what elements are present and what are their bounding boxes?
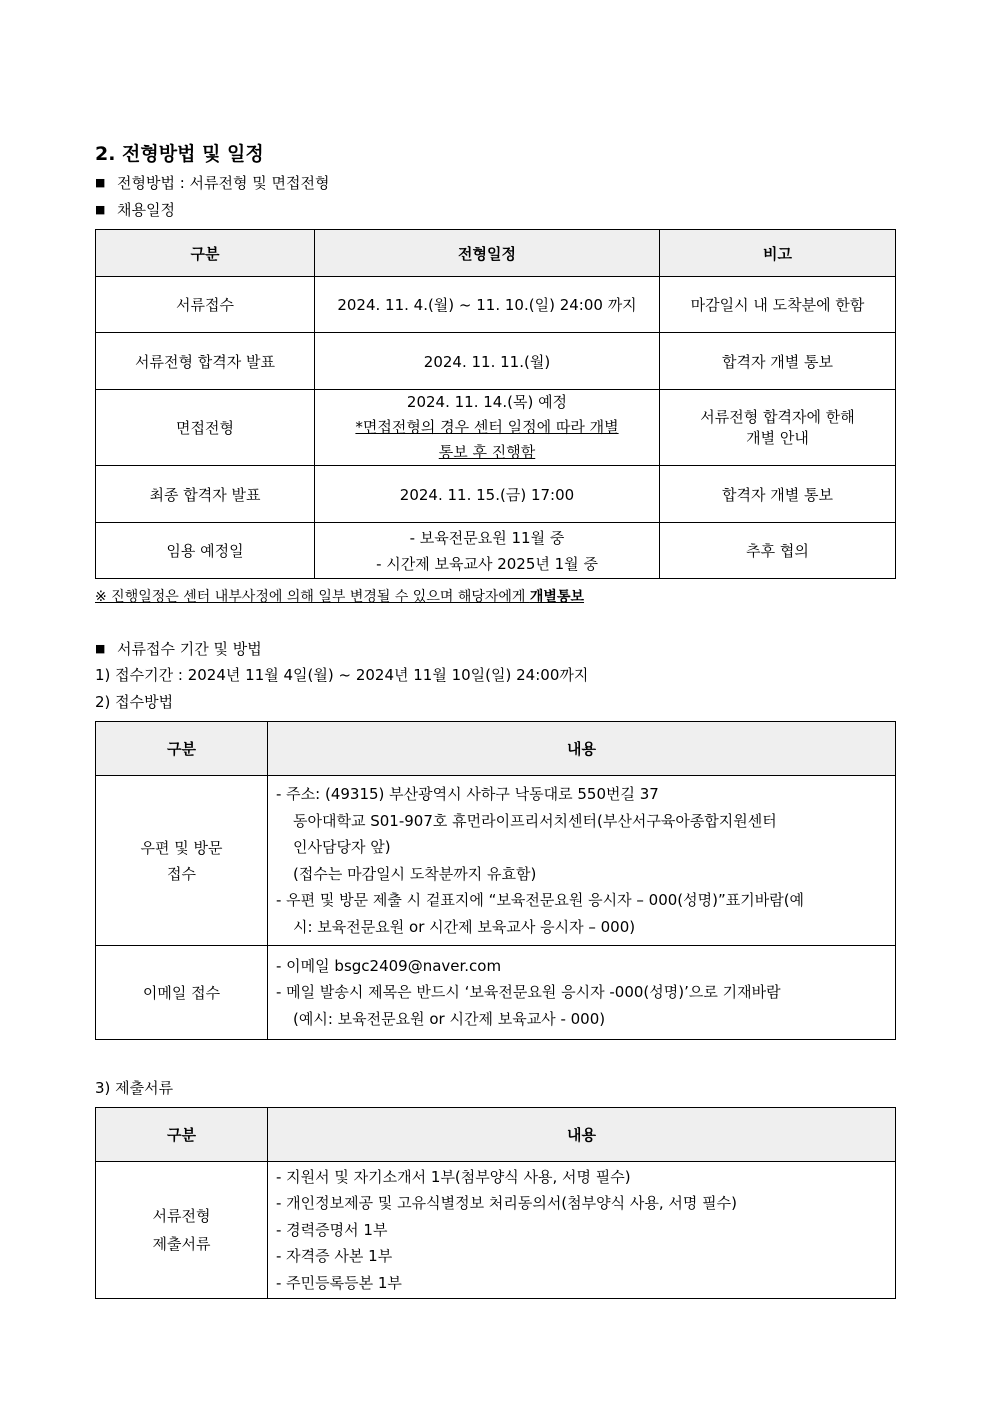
row-content xyxy=(268,776,896,946)
content-line: - 경력증명서 1부 xyxy=(276,1220,388,1239)
content-line: - 주소: (49315) 부산광역시 사하구 낙동대로 550번길 37 xyxy=(276,785,659,803)
note-line: 개별 안내 xyxy=(746,428,809,447)
content-line: 인사담당자 앞) xyxy=(293,838,391,856)
receipt-method-heading: 2) 접수방법 xyxy=(95,693,174,711)
bullet-square-icon: ■ xyxy=(95,642,106,655)
row-note: 마감일시 내 도착분에 한함 xyxy=(660,277,896,333)
schedule-line: 2024. 11. 14.(목) 예정 xyxy=(406,393,568,411)
header-category: 구분 xyxy=(96,722,268,776)
notice-text: ※ 진행일정은 센터 내부사정에 의해 일부 변경될 수 있으며 해당자에게 xyxy=(95,589,530,605)
row-category: 서류접수 xyxy=(96,277,315,333)
documents-heading: 3) 제출서류 xyxy=(95,1079,174,1097)
bullet-doc-receipt xyxy=(95,638,262,659)
row-content xyxy=(268,1162,896,1299)
header-schedule: 전형일정 xyxy=(315,230,660,277)
schedule-line: *면접전형의 경우 센터 일정에 따라 개별 xyxy=(355,418,619,436)
header-category: 구분 xyxy=(96,230,315,277)
bullet-method-text: 전형방법 : 서류전형 및 면접전형 xyxy=(117,174,330,192)
table-row xyxy=(96,390,896,466)
bullet-schedule-text: 채용일정 xyxy=(117,201,175,219)
method-table xyxy=(95,721,896,1040)
content-line: - 주민등록등본 1부 xyxy=(276,1273,402,1292)
row-category: 면접전형 xyxy=(96,390,315,466)
table-row xyxy=(96,776,896,946)
bullet-doc-receipt-text: 서류접수 기간 및 방법 xyxy=(117,640,262,658)
category-line: 접수 xyxy=(167,864,196,883)
category-line: 우편 및 방문 xyxy=(140,838,223,857)
documents-table xyxy=(95,1107,896,1299)
content-line: - 자격증 사본 1부 xyxy=(276,1247,393,1266)
table-row xyxy=(96,523,896,579)
table-row xyxy=(96,333,896,390)
row-note: 합격자 개별 통보 xyxy=(660,466,896,523)
email-address-line: - 이메일 bsgc2409@naver.com xyxy=(276,956,502,975)
table-row xyxy=(96,1162,896,1299)
bullet-square-icon: ■ xyxy=(95,203,106,216)
header-content: 내용 xyxy=(268,1108,896,1162)
content-line: - 메일 발송시 제목은 반드시 ‘보육전문요원 응시자 -000(성명)’으로 기재바람 xyxy=(276,983,781,1002)
content-line: - 지원서 및 자기소개서 1부(첨부양식 사용, 서명 필수) xyxy=(276,1167,631,1186)
row-schedule: 2024. 11. 11.(월) xyxy=(315,333,660,390)
header-content: 내용 xyxy=(268,722,896,776)
schedule-table xyxy=(95,229,896,579)
row-schedule: 2024. 11. 4.(월) ~ 11. 10.(일) 24:00 까지 xyxy=(315,277,660,333)
table-row xyxy=(96,946,896,1040)
schedule-line: - 시간제 보육교사 2025년 1월 중 xyxy=(376,554,598,573)
bullet-schedule xyxy=(95,199,175,220)
header-category: 구분 xyxy=(96,1108,268,1162)
row-content xyxy=(268,946,896,1040)
schedule-notice xyxy=(95,586,584,606)
header-note: 비고 xyxy=(660,230,896,277)
content-line: - 개인정보제공 및 고유식별정보 처리동의서(첨부양식 사용, 서명 필수) xyxy=(276,1194,737,1213)
schedule-line: 통보 후 진행함 xyxy=(438,443,536,461)
bullet-method xyxy=(95,172,330,193)
content-line: (접수는 마감일시 도착분까지 유효함) xyxy=(293,864,537,883)
content-line: (예시: 보육전문요원 or 시간제 보육교사 - 000) xyxy=(293,1009,606,1028)
content-line: 시: 보육전문요원 or 시간제 보육교사 응시자 – 000) xyxy=(293,917,636,936)
receipt-period: 1) 접수기간 : 2024년 11월 4일(월) ~ 2024년 11월 10일(일) 24:00까지 xyxy=(95,666,589,684)
notice-bold-text: 개별통보 xyxy=(529,589,585,605)
table-row xyxy=(96,466,896,523)
row-category: 서류전형 합격자 발표 xyxy=(96,333,315,390)
bullet-square-icon: ■ xyxy=(95,176,106,189)
table-row xyxy=(96,277,896,333)
row-note: 추후 협의 xyxy=(660,523,896,579)
row-note: 합격자 개별 통보 xyxy=(660,333,896,390)
table-header-row xyxy=(96,722,896,776)
table-header-row xyxy=(96,1108,896,1162)
note-line: 서류전형 합격자에 한해 xyxy=(700,407,855,426)
schedule-line: - 보육전문요원 11월 중 xyxy=(409,528,565,547)
row-category: 임용 예정일 xyxy=(96,523,315,579)
row-note xyxy=(660,390,896,466)
row-category xyxy=(96,1162,268,1299)
category-line: 서류전형 xyxy=(152,1207,211,1225)
row-category: 최종 합격자 발표 xyxy=(96,466,315,523)
content-line: - 우편 및 방문 제출 시 겉표지에 “보육전문요원 응시자 – 000(성명)”표기바람(예 xyxy=(276,891,805,909)
row-category xyxy=(96,776,268,946)
table-header-row xyxy=(96,230,896,277)
content-line: 동아대학교 S01-907호 휴먼라이프리서치센터(부산서구육아종합지원센터 xyxy=(293,811,777,830)
row-schedule: 2024. 11. 15.(금) 17:00 xyxy=(315,466,660,523)
section-title: 2. 전형방법 및 일정 xyxy=(95,143,264,165)
row-schedule xyxy=(315,523,660,579)
category-line: 제출서류 xyxy=(152,1235,211,1253)
row-category: 이메일 접수 xyxy=(96,946,268,1040)
row-schedule xyxy=(315,390,660,466)
